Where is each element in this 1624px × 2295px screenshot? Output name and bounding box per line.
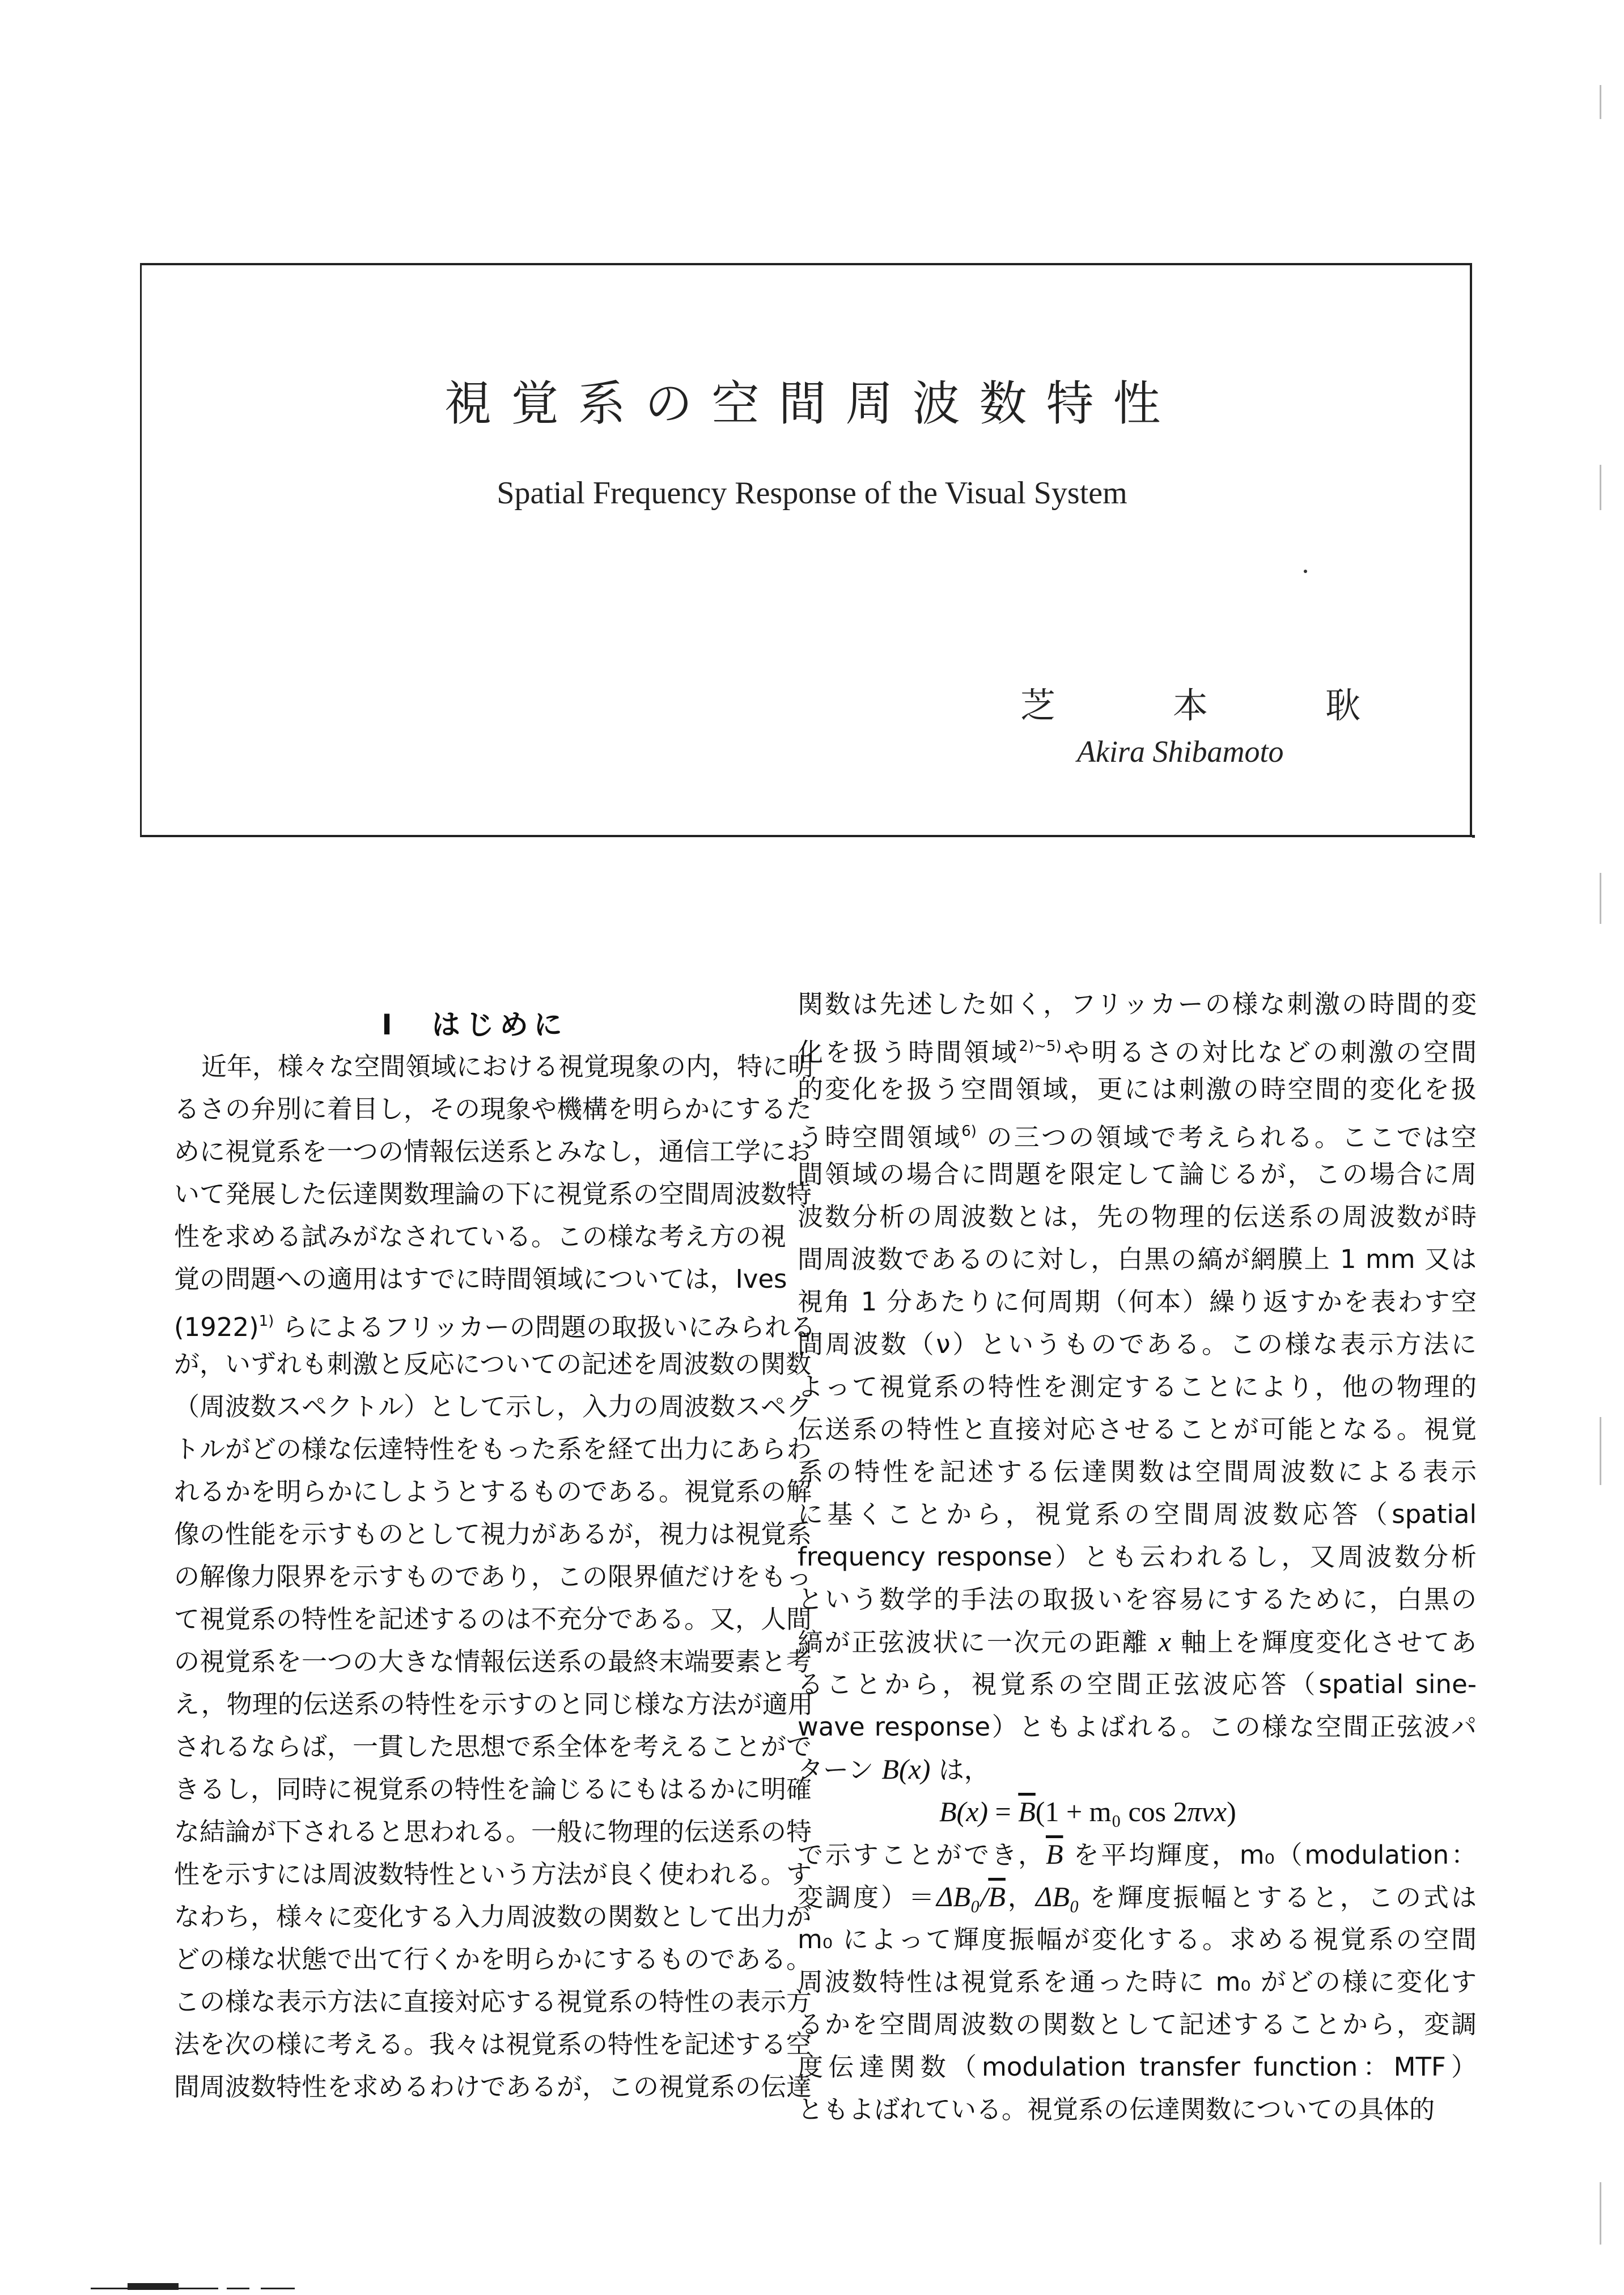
text-segment: (1 + m₀ cos 2	[1035, 1796, 1188, 1827]
text-segment: 化を扱う時間領域	[798, 1037, 1019, 1067]
text-line: に基くことから，視覚系の空間周波数応答（spatial	[798, 1499, 1477, 1529]
text-line	[798, 1621, 1477, 1663]
page-number-bar	[128, 2283, 179, 2290]
text-line: て視覚系の特性を記述するのは不充分である。又，人間	[174, 1604, 812, 1634]
right-column-text	[798, 983, 1477, 2131]
reference-superscript: 1)	[258, 1313, 274, 1330]
math-symbol: $\overline{B}$	[1045, 1838, 1063, 1870]
left-column-text	[174, 1045, 816, 2108]
text-line: トルがどの様な伝達特性をもった系を経て出力にあらわ	[174, 1434, 812, 1464]
text-line: なわち，様々に変化する入力周波数の関数として出力が	[174, 1902, 812, 1932]
text-line: 性を示すには周波数特性という方法が良く使われる。す	[174, 1859, 812, 1889]
text-line: どの様な状態で出て行くかを明らかにするものである。	[174, 1944, 812, 1974]
page-edge-mark	[91, 2288, 130, 2289]
text-line	[798, 1110, 1477, 1153]
scan-edge-mark	[1600, 873, 1601, 924]
scan-edge-mark	[1600, 465, 1601, 510]
text-line: が，いずれも刺激と反応についての記述を周波数の関数	[174, 1349, 812, 1379]
text-segment: らによるフリッカーの問題の取扱いにみられる	[274, 1312, 816, 1342]
text-line: 性を求める試みがなされている。この様な考え方の視	[174, 1221, 787, 1252]
text-line: れるかを明らかにしようとするものである。視覚系の解	[174, 1477, 812, 1507]
text-segment: ターン	[798, 1755, 882, 1785]
equation	[798, 1791, 1477, 1833]
text-line: 系の特性を記述する伝達関数は空間周波数による表示	[798, 1457, 1477, 1487]
text-line: 間周波数であるのに対し，白黒の縞が網膜上 1 mm 又は	[798, 1244, 1477, 1274]
text-line: 間周波数特性を求めるわけであるが，この視覚系の伝達	[174, 2072, 812, 2102]
page-edge-mark	[227, 2288, 249, 2289]
text-line: めに視覚系を一つの情報伝送系とみなし，通信工学にお	[174, 1136, 812, 1166]
text-line: 度伝達関数（modulation transfer function：MTF）	[798, 2052, 1477, 2082]
text-line: 像の性能を示すものとして視力があるが，視力は視覚系	[174, 1519, 812, 1549]
text-segment: う時空間領域	[798, 1122, 962, 1152]
text-line	[798, 1833, 1477, 1876]
text-line: という数学的手法の取扱いを容易にするために，白黒の	[798, 1584, 1477, 1614]
reference-superscript: 2)~5)	[1019, 1038, 1062, 1055]
math-symbol: ΔB₀/	[936, 1881, 989, 1912]
text-segment: で示すことができ，	[798, 1840, 1046, 1870]
text-segment: ，	[1005, 1882, 1036, 1912]
math-symbol: ΔB₀	[1035, 1881, 1080, 1912]
text-segment: 変調度）＝	[798, 1882, 937, 1912]
math-symbol: x	[1158, 1626, 1172, 1657]
scan-edge-mark	[1600, 2182, 1601, 2245]
text-line: よって視覚系の特性を測定することにより，他の物理的	[798, 1372, 1477, 1402]
text-line: ともよばれている。視覚系の伝達関数についての具体的	[798, 2094, 1435, 2124]
text-segment: や明るさの対比などの刺激の空間	[1061, 1037, 1477, 1067]
text-line: この様な表示方法に直接対応する視覚系の特性の表示方	[174, 1987, 812, 2017]
text-segment: は，	[930, 1755, 990, 1785]
text-line: frequency response）とも云われるし，又周波数分析	[798, 1542, 1477, 1572]
text-line: きるし，同時に視覚系の特性を論じるにもはるかに明確	[174, 1774, 812, 1804]
frame-corner	[1472, 835, 1475, 838]
author-name-english: Akira Shibamoto	[1077, 735, 1284, 769]
text-line: な結論が下されると思われる。一般に物理的伝送系の特	[174, 1817, 812, 1847]
text-line: ることから，視覚系の空間正弦波応答（spatial sine-	[798, 1669, 1477, 1699]
text-line: 近年，様々な空間領域における視覚現象の内，特に明	[201, 1051, 814, 1081]
text-line: の解像力限界を示すものであり，この限界値だけをもっ	[174, 1562, 812, 1592]
math-symbol: $\overline{B}$	[1018, 1796, 1036, 1827]
print-speck	[1304, 570, 1307, 573]
paper-title-japanese: 視覚系の空間周波数特性	[444, 376, 1180, 431]
text-line: るさの弁別に着目し，その現象や機構を明らかにするた	[174, 1094, 812, 1124]
text-segment: =	[988, 1796, 1019, 1827]
text-segment: を平均輝度，m₀（modulation：	[1063, 1840, 1477, 1870]
text-line: 波数分析の周波数とは，先の物理的伝送系の周波数が時	[798, 1202, 1477, 1232]
text-line: 間領域の場合に問題を限定して論じるが，この場合に周	[798, 1159, 1477, 1189]
text-segment: )	[1227, 1796, 1236, 1827]
section-heading: I はじめに	[381, 1008, 568, 1041]
scan-edge-mark	[1600, 85, 1601, 119]
text-line: 法を次の様に考える。我々は視覚系の特性を記述する空	[174, 2029, 812, 2059]
text-line	[798, 1025, 1477, 1068]
paper-title-english: Spatial Frequency Response of the Visual System	[497, 476, 1127, 511]
text-line	[174, 1300, 816, 1343]
text-line: 関数は先述した如く，フリッカーの様な刺激の時間的変	[798, 989, 1477, 1019]
text-line: 伝送系の特性と直接対応させることが可能となる。視覚	[798, 1414, 1477, 1444]
text-segment: 縞が正弦波状に一次元の距離	[798, 1627, 1159, 1657]
text-line: されるならば，一貫した思想で系全体を考えることがで	[174, 1732, 812, 1762]
text-line: 視角 1 分あたりに何周期（何本）繰り返すかを表わす空	[798, 1287, 1477, 1317]
math-symbol: B(x)	[881, 1753, 931, 1785]
text-line: wave response）ともよばれる。この様な空間正弦波パ	[798, 1712, 1477, 1742]
page-edge-mark	[179, 2288, 218, 2289]
text-line	[798, 1876, 1477, 1918]
text-line: （周波数スペクトル）として示し，入力の周波数スペク	[174, 1392, 812, 1422]
text-segment: を輝度振幅とすると，この式は	[1079, 1882, 1477, 1912]
reference-superscript: 6)	[961, 1123, 977, 1140]
text-line: え，物理的伝送系の特性を示すのと同じ様な方法が適用	[174, 1689, 813, 1719]
page-edge-mark	[261, 2288, 295, 2289]
text-line: の視覚系を一つの大きな情報伝送系の最終末端要素と考	[174, 1647, 812, 1677]
text-line: いて発展した伝達関数理論の下に視覚系の空間周波数特	[174, 1179, 812, 1209]
text-line: 的変化を扱う空間領域，更には刺激の時空間的変化を扱	[798, 1074, 1477, 1104]
math-symbol: $\overline{B}$	[988, 1881, 1006, 1912]
text-line: 覚の問題への適用はすでに時間領域については，Ives	[174, 1264, 787, 1294]
text-segment: (1922)	[174, 1312, 259, 1342]
text-line: 間周波数（ν）というものである。この様な表示方法に	[798, 1329, 1477, 1359]
text-line: るかを空間周波数の関数として記述することから，変調	[798, 2009, 1477, 2039]
text-line	[798, 1748, 1477, 1791]
text-line: m₀ によって輝度振幅が変化する。求める視覚系の空間	[798, 1924, 1477, 1954]
author-char: 芝	[1020, 685, 1056, 726]
text-segment: 軸上を輝度変化させてあ	[1171, 1627, 1477, 1657]
author-name-japanese	[1020, 677, 1360, 728]
author-char: 本	[1172, 685, 1208, 726]
math-symbol: B(x)	[939, 1796, 989, 1827]
math-symbol: πνx	[1187, 1796, 1227, 1827]
text-line: 周波数特性は視覚系を通った時に m₀ がどの様に変化す	[798, 1967, 1477, 1997]
text-segment: の三つの領域で考えられる。ここでは空	[976, 1122, 1477, 1152]
scan-edge-mark	[1600, 1417, 1601, 1485]
author-char: 耿	[1325, 685, 1360, 726]
